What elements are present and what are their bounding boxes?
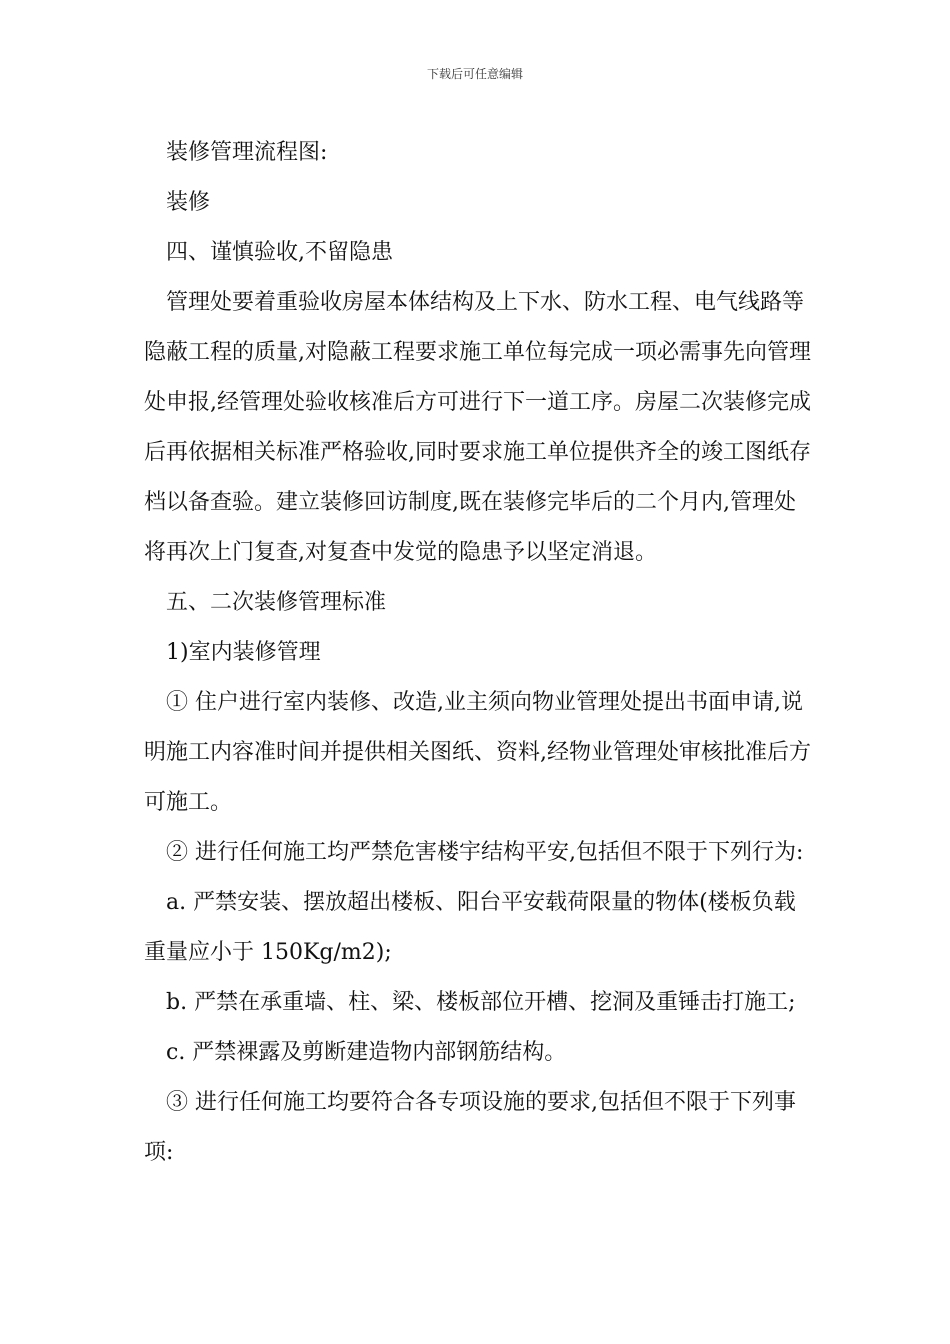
sub-item-b: b. 严禁在承重墙、柱、梁、楼板部位开槽、挖洞及重锤击打施工; bbox=[166, 990, 796, 1015]
section-heading-four: 四、谨慎验收,不留隐患 bbox=[166, 240, 393, 265]
paragraph-acceptance: 管理处要着重验收房屋本体结构及上下水、防水工程、电气线路等隐蔽工程的质量,对隐蔽工程要求施工单位每完成一项必需事先向管理处申报,经管理处验收核准后方可进行下一道工序。房屋二次装修完成后再依据相关标准严格验收,同时要求施工单位提供齐全的竣工图纸存档以备查验。建立装修回访制度,既在装修完毕后的二个月内,管理处将再次上门复查,对复查中发觉的隐患予以坚定消退。 bbox=[144, 290, 811, 565]
sub-item-c: c. 严禁裸露及剪断建造物内部钢筋结构。 bbox=[166, 1040, 567, 1065]
section-heading-five: 五、二次装修管理标准 bbox=[166, 590, 387, 615]
list-item-1: ① 住户进行室内装修、改造,业主须向物业管理处提出书面申请,说明施工内容准时间并提供相关图纸、资料,经物业管理处审核批准后方可施工。 bbox=[144, 690, 811, 815]
page-header: 下载后可任意编辑 bbox=[426, 67, 523, 81]
subsection-heading-indoor: 1)室内装修管理 bbox=[166, 640, 321, 665]
sub-item-a: a. 严禁安装、摆放超出楼板、阳台平安载荷限量的物体(楼板负载重量应小于 150Kg/m2); bbox=[144, 890, 796, 965]
list-item-3: ③ 进行任何施工均要符合各专项设施的要求,包括但不限于下列事项: bbox=[144, 1090, 796, 1165]
document-body bbox=[144, 128, 814, 1178]
paragraph-flowchart-title: 装修管理流程图: bbox=[166, 140, 328, 165]
list-item-2: ② 进行任何施工均严禁危害楼宇结构平安,包括但不限于下列行为: bbox=[166, 840, 804, 865]
paragraph-flowchart-label: 装修 bbox=[166, 190, 211, 215]
